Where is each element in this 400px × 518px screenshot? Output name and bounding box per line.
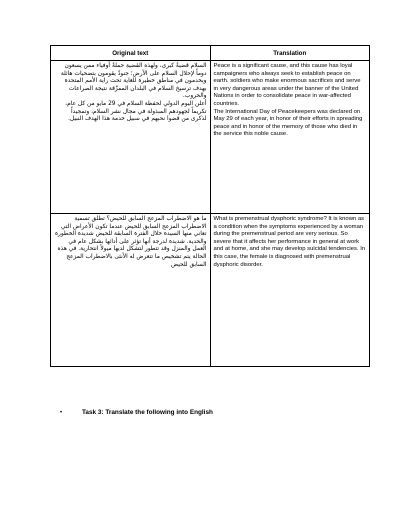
original-paragraph: أعلن اليوم الدولي لحفظة السلام في 29 مايو من كل عام، تكريماً لجهودهم المبذولة في مجال نشر السلام، وتمجيداً لذكرى من قضوا نحبهم في سبيل خدمة هذا الهدف النبيل.	[65, 100, 207, 123]
task-text: Task 3: Translate the following into English	[82, 409, 213, 416]
translation-paragraph: The International Day of Peacekeepers was declared on May 29 of each year, in honor of their efforts in spreading peace and in honor of the memory of those who died in the service this noble cause.	[213, 108, 363, 138]
translation-cell	[210, 61, 370, 214]
bullet-icon: •	[60, 410, 63, 416]
translation-paragraph: Peace is a significant cause, and this cause has loyal campaigners who always seek to establish peace on earth. soldiers who make enormous sacrifices and serve in very dangerous areas under the banner of the United Nations in order to consolidate peace in war-affected countries.	[213, 63, 361, 107]
table-row	[51, 214, 370, 367]
translation-table	[50, 45, 370, 367]
table-row	[51, 61, 370, 214]
original-cell	[51, 61, 211, 214]
header-translation: Translation	[210, 46, 370, 61]
translation-cell	[210, 214, 370, 367]
original-cell	[51, 214, 211, 367]
header-original-text: Original text	[51, 46, 211, 61]
translation-paragraph: What is premenstrual dysphoric syndrome? It is known as a condition when the symptoms experienced by a woman during the premenstrual period are very serious. So severe that it affects her performance in general at work and at home, and she may develop suicidal tendencies. In this case, the female is diagnosed with premenstrual dysphoric disorder.	[213, 216, 366, 268]
original-paragraph: السلام قضيةٌ كبرى، ولهذه القضيةِ حملةٌ أوفياء ممن يسعون دوماً لإحلال السلام على الأرض؛ جنودٌ يقومون بتضحيات هائلة ويخدمون في مناطق خطيرة للغاية تحت راية الأمم المتحدة بهدف ترسيخ السلام في البلدان الممزّقة نتيجة الصراعات والحروب.	[60, 63, 207, 100]
original-paragraph: ما هو الاضطراب المزعج السابق للحيض؟ تطلق تسمية الاضطراب المزعج السابق للحيض عندما تكون الأعراض التي تعاني منها السيدة خلال الفترة السابقة للحيض شديدة الخطورة والحدية. شديدة لدرجة أنها تؤثر على أدائها بشكل عام في العمل والمنزل وقد تتطور لتشكل لديها ميولاً انتحارية. في هذه الحالة يتم تشخيص ما تتعرض له الأنثى بالاضطراب المزعج السابق للحيض	[54, 216, 207, 268]
task-heading	[60, 409, 213, 416]
table-header-row	[51, 46, 370, 61]
